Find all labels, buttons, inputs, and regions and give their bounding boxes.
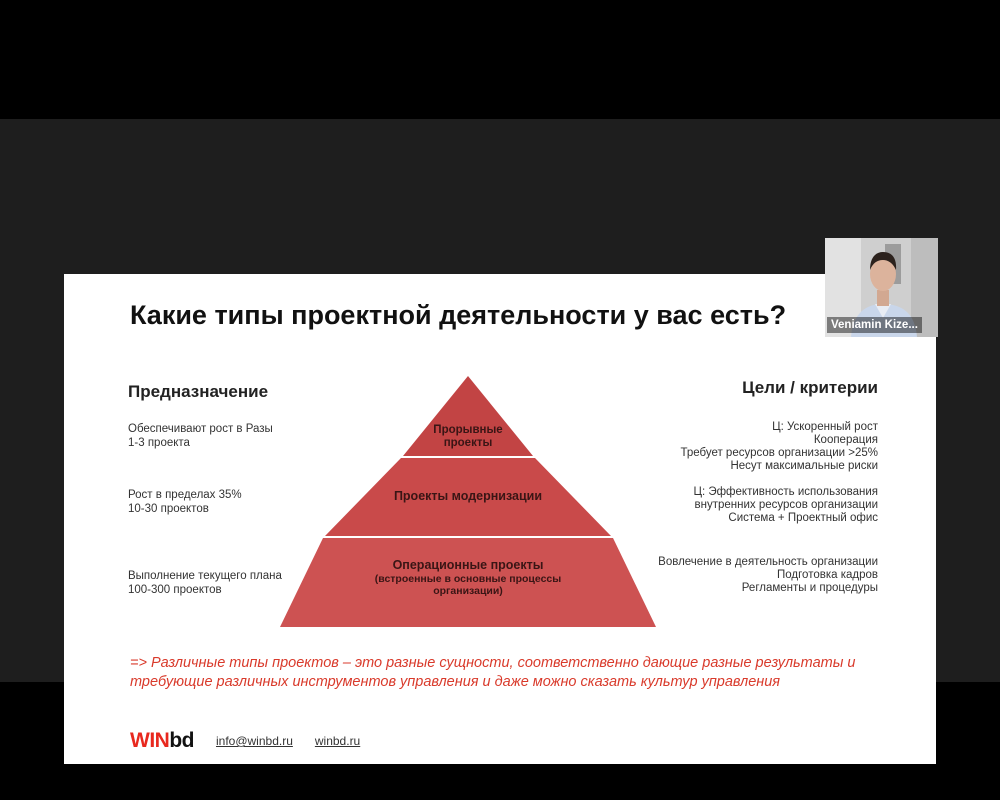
pyramid-label-middle: Проекты модернизации xyxy=(393,489,543,503)
pyramid-label-top: Прорывные проекты xyxy=(433,424,503,449)
winbd-logo xyxy=(130,729,194,753)
pyramid-label-bottom-sub: (встроенные в основные процессы организации) xyxy=(374,573,562,597)
conclusion-text: => Различные типы проектов – это разные сущности, соответственно дающие разные результаты и требующие различных инструментов управления и даже можно сказать культур управления xyxy=(130,655,856,690)
logo-bd: bd xyxy=(169,729,194,752)
presentation-slide xyxy=(64,274,936,764)
pyramid-label-bottom-title: Операционные проекты xyxy=(392,558,544,572)
zoom-watermark: zoom xyxy=(800,599,917,651)
right-item-operational: Вовлечение в деятельность организации Подготовка кадров Регламенты и процедуры xyxy=(658,556,878,594)
right-column-heading: Цели / критерии xyxy=(742,378,878,397)
left-column-heading: Предназначение xyxy=(128,382,269,401)
slide-title: Какие типы проектной деятельности у вас есть? xyxy=(130,300,787,330)
logo-win: WIN xyxy=(130,729,170,752)
slide-footer xyxy=(130,729,360,753)
footer-email-link[interactable]: info@winbd.ru xyxy=(215,734,293,748)
footer-site-link[interactable]: winbd.ru xyxy=(314,734,361,748)
participant-name-label: Veniamin Kize... xyxy=(827,317,922,333)
participant-video-tile[interactable] xyxy=(825,238,938,337)
right-item-modernization: Ц: Эффективность использования внутренних ресурсов организации Система + Проектный офис xyxy=(693,486,878,524)
left-item-modernization: Рост в пределах 35% 10-30 проектов xyxy=(128,489,242,515)
left-item-operational: Выполнение текущего плана 100-300 проектов xyxy=(128,570,282,596)
right-item-breakthrough: Ц: Ускоренный рост Кооперация Требует ресурсов организации >25% Несут максимальные риски xyxy=(680,421,878,472)
left-item-breakthrough: Обеспечивают рост в Разы 1-3 проекта xyxy=(128,423,273,449)
